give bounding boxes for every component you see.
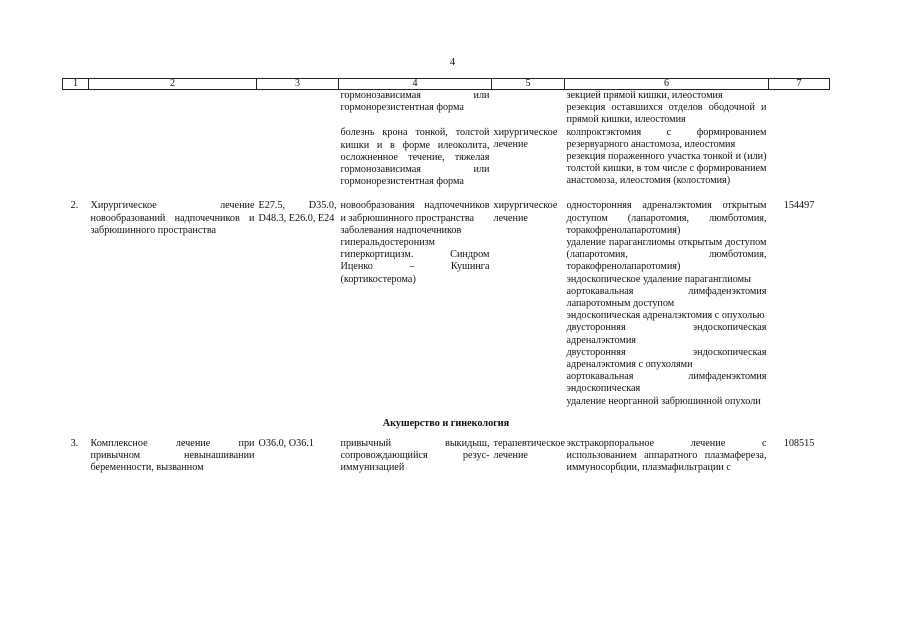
method-text: резекция пораженного участка тонкой и (или) толстой кишки, в том числе с формированием анастомоза, илеостомия (колостомия) <box>566 151 767 187</box>
method-text: зекцией прямой кишки, илеостомия <box>566 90 723 101</box>
method-text: резекция оставшихся отделов ободочной и прямой кишки, илеостомия <box>566 102 767 126</box>
treatment-type: хирургическое лечение <box>493 200 558 224</box>
diagnosis-cell <box>339 90 492 189</box>
column-number: 5 <box>492 79 565 90</box>
section-row <box>63 408 830 438</box>
method-cell <box>565 90 769 189</box>
column-number: 7 <box>769 79 830 90</box>
column-number: 6 <box>565 79 769 90</box>
method-cell <box>565 200 769 407</box>
column-number: 2 <box>89 79 257 90</box>
treatment-type-text: хирургическое лечение <box>493 126 558 150</box>
icd-codes: O36.0, O36.1 <box>258 438 314 450</box>
table-row <box>63 200 830 407</box>
section-heading: Акушерство и гинекология <box>382 417 510 429</box>
column-number: 3 <box>257 79 339 90</box>
price: 154497 <box>783 200 815 212</box>
method-text: аортокавальная лимфаденэктомия эндоскопическая <box>566 371 767 395</box>
table-row <box>63 438 830 475</box>
table-row <box>63 90 830 189</box>
method-text: экстракорпоральное лечение с использованием аппаратного плазмафереза, иммуносорбции, плазмафильтрации с <box>566 438 767 474</box>
column-number: 1 <box>63 79 89 90</box>
price: 108515 <box>783 438 815 450</box>
diagnosis-text: гормонозависимая или гормонорезистентная форма <box>340 90 490 114</box>
diagnosis-text: гиперальдостеронизм <box>340 237 435 249</box>
icd-codes: E27.5, D35.0, D48.3, E26.0, E24 <box>258 200 337 224</box>
method-text: двусторонняя эндоскопическая адреналэктомия с опухолями <box>566 346 767 371</box>
method-text: эндоскопическое удаление параганглиомы <box>566 273 751 285</box>
column-number: 4 <box>339 79 492 90</box>
method-text: колпроктэктомия с формированием резервуарного анастомоза, илеостомия <box>566 126 767 150</box>
method-text: аортокавальная лимфаденэктомия лапаротомным доступом <box>566 285 767 310</box>
diagnosis-text: новообразования надпочечников и забрюшинного пространства <box>340 200 490 224</box>
treatment-type-cell <box>492 90 565 189</box>
method-text: двусторонняя эндоскопическая адреналэктомия <box>566 322 767 346</box>
row-number: 3. <box>70 438 79 450</box>
diagnosis-text: заболевания надпочечников <box>340 224 462 236</box>
diagnosis-text: болезнь крона тонкой, толстой кишки и в форме илеоколита, осложненное течение, тяжелая гормонозависимая или гормонорезистентная форма <box>340 127 490 188</box>
diagnosis-text: гиперкортицизм. Синдром Иценко – Кушинга (кортикостерома) <box>340 249 490 285</box>
method-text: эндоскопическая адреналэктомия с опухолью <box>566 310 765 322</box>
row-number: 2. <box>70 200 79 212</box>
treatment-type: терапевтическое лечение <box>493 438 565 462</box>
diagnosis-text: привычный выкидыш, сопровождающийся резус-иммунизацией <box>340 438 490 474</box>
profile-name: Хирургическое лечение новообразований надпочечников и забрюшинного пространства <box>90 200 255 236</box>
method-text: удаление параганглиомы открытым доступом (лапаротомия, люмботомия, торакофренолапаротомия) <box>566 237 767 273</box>
column-number-row <box>63 79 830 90</box>
page-number: 4 <box>449 56 456 68</box>
method-text: односторонняя адреналэктомия открытым доступом (лапаротомия, люмботомия, торакофренолапаротомия) <box>566 200 767 236</box>
profile-name: Комплексное лечение при привычном невынашивании беременности, вызванном <box>90 438 255 474</box>
method-text: удаление неорганной забрюшинной опухоли <box>566 395 761 407</box>
services-table <box>62 78 830 475</box>
diagnosis-cell <box>339 200 492 407</box>
